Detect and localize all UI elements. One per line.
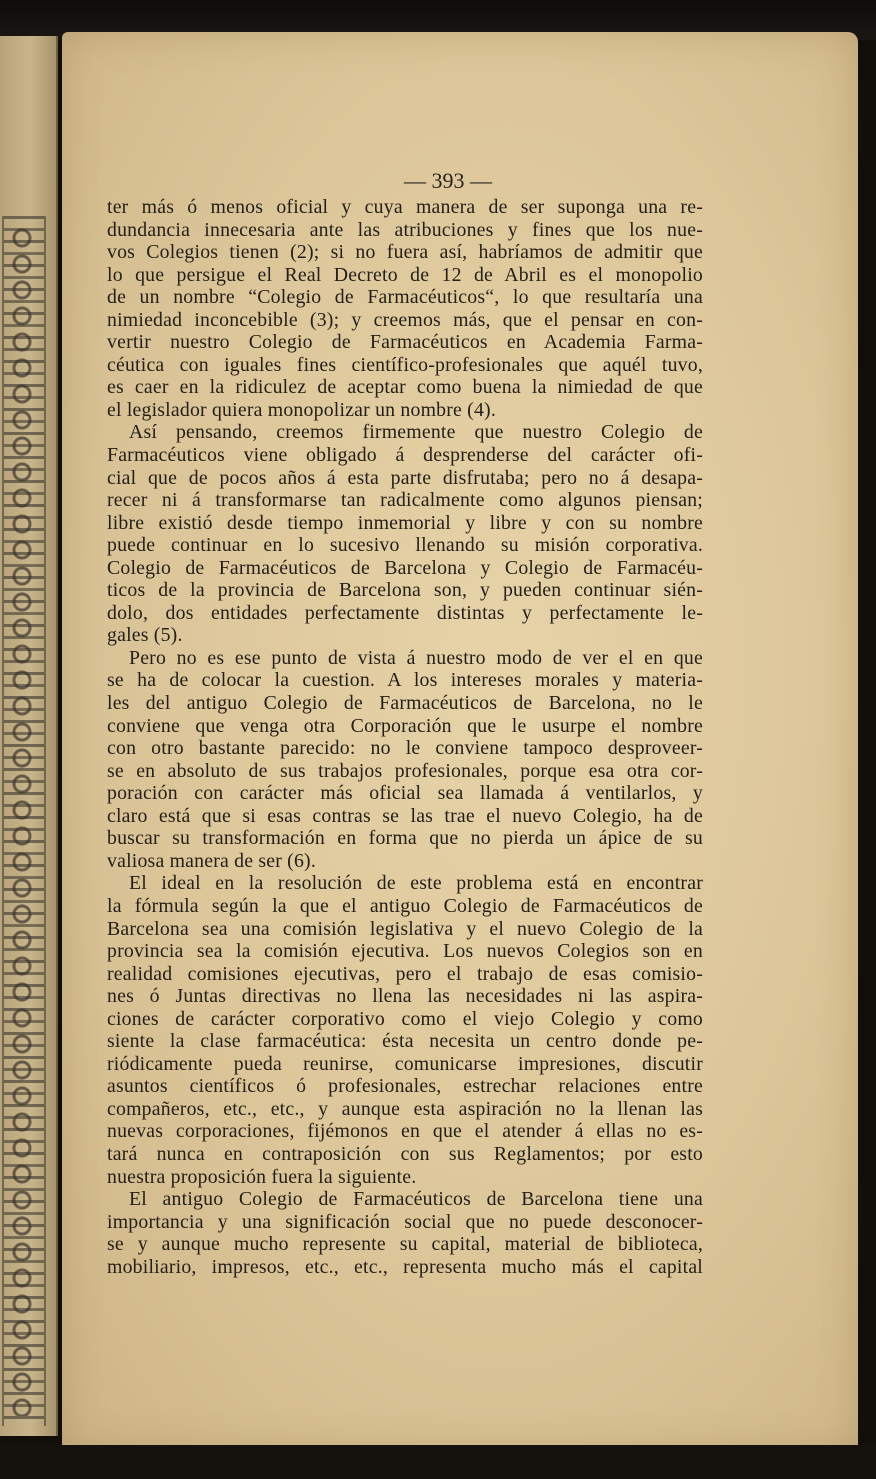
text-line: claro está que si esas contras se las trae el nuevo Colegio, ha de xyxy=(107,804,703,827)
text-line: dolo, dos entidades perfectamente distintas y perfectamente le- xyxy=(107,601,703,624)
text-line: con otro bastante parecido: no le conviene tampoco desproveer- xyxy=(107,737,703,760)
paragraph xyxy=(107,872,703,1188)
text-line: ter más ó menos oficial y cuya manera de ser suponga una re- xyxy=(107,196,703,218)
text-line: nes ó Juntas directivas no llena las necesidades ni las aspira- xyxy=(107,985,703,1008)
text-line: El ideal en la resolución de este problema está en encontrar xyxy=(129,872,703,895)
text-line: es caer en la ridiculez de aceptar como buena la nimiedad de que xyxy=(107,376,703,399)
body-text xyxy=(107,196,703,1278)
text-line: Pero no es ese punto de vista á nuestro modo de ver el en que xyxy=(129,646,703,669)
decorative-border-rings xyxy=(6,226,38,1416)
text-line: dundancia innecesaria ante las atribuciones y fines que los nue- xyxy=(107,218,703,241)
paragraph xyxy=(107,647,703,872)
text-line: ticos de la provincia de Barcelona son, y pueden continuar sién- xyxy=(107,579,703,602)
text-line: ciones de carácter corporativo como el viejo Colegio y como xyxy=(107,1007,703,1030)
text-line: poración con carácter más oficial sea llamada á ventilarlos, y xyxy=(107,782,703,805)
text-line: importancia y una significación social que no puede desconocer- xyxy=(107,1210,703,1233)
text-line: Barcelona sea una comisión legislativa y el nuevo Colegio de la xyxy=(107,917,703,940)
text-line: la fórmula según la que el antiguo Colegio de Farmacéuticos de xyxy=(107,894,703,917)
text-line: se en absoluto de sus trabajos profesionales, porque esa otra cor- xyxy=(107,759,703,782)
text-line: les del antiguo Colegio de Farmacéuticos de Barcelona, no le xyxy=(107,692,703,715)
text-line: vos Colegios tienen (2); si no fuera así, habríamos de admitir que xyxy=(107,241,703,264)
text-line: vertir nuestro Colegio de Farmacéuticos en Academia Farma- xyxy=(107,331,703,354)
page-number: — 393 — xyxy=(404,168,492,193)
text-line: provincia sea la comisión ejecutiva. Los nuevos Colegios son en xyxy=(107,940,703,963)
previous-page-edge xyxy=(0,36,58,1436)
text-line: de un nombre “Colegio de Farmacéuticos“, lo que resultaría una xyxy=(107,286,703,309)
text-line: nuestra proposición fuera la siguiente. xyxy=(107,1165,417,1188)
text-line: puede continuar en lo sucesivo llenando su misión corporativa. xyxy=(107,534,703,557)
text-line: mobiliario, impresos, etc., etc., representa mucho más el capital xyxy=(107,1255,703,1278)
text-line: El antiguo Colegio de Farmacéuticos de Barcelona tiene una xyxy=(129,1188,703,1211)
text-line: nuevas corporaciones, fijémonos en que el atender á ellas no es- xyxy=(107,1120,703,1143)
text-line: se ha de colocar la cuestion. A los intereses morales y materia- xyxy=(107,669,703,692)
text-line: gales (5). xyxy=(107,624,183,647)
text-line: se y aunque mucho represente su capital, material de biblioteca, xyxy=(107,1233,703,1256)
text-line: nimiedad inconcebible (3); y creemos más, que el pensar en con- xyxy=(107,308,703,331)
bottom-edge xyxy=(0,1445,876,1479)
text-line: valiosa manera de ser (6). xyxy=(107,849,316,872)
text-line: siente la clase farmacéutica: ésta necesita un centro donde pe- xyxy=(107,1030,703,1053)
text-line: conviene que venga otra Corporación que le usurpe el nombre xyxy=(107,714,703,737)
paragraph xyxy=(107,421,703,646)
text-line: lo que persigue el Real Decreto de 12 de Abril es el monopolio xyxy=(107,263,703,286)
paragraph xyxy=(107,1188,703,1278)
text-line: cial que de pocos años á esta parte disfrutaba; pero no á desapa- xyxy=(107,466,703,489)
text-line: Así pensando, creemos firmemente que nuestro Colegio de xyxy=(129,421,703,444)
text-line: asuntos científicos ó profesionales, estrechar relaciones entre xyxy=(107,1075,703,1098)
text-line: Farmacéuticos viene obligado á desprenderse del carácter ofi- xyxy=(107,444,703,467)
text-line: compañeros, etc., etc., y aunque esta aspiración no la llenan las xyxy=(107,1097,703,1120)
text-line: libre existió desde tiempo inmemorial y libre y con su nombre xyxy=(107,511,703,534)
text-line: realidad comisiones ejecutivas, pero el trabajo de esas comisio- xyxy=(107,962,703,985)
text-line: buscar su transformación en forma que no pierda un ápice de su xyxy=(107,827,703,850)
text-line: el legislador quiera monopolizar un nombre (4). xyxy=(107,398,496,421)
text-line: Colegio de Farmacéuticos de Barcelona y Colegio de Farmacéu- xyxy=(107,556,703,579)
text-line: tará nunca en contraposición con sus Reglamentos; por esto xyxy=(107,1142,703,1165)
text-line: céutica con iguales fines científico-profesionales que aquél tuvo, xyxy=(107,353,703,376)
paragraph xyxy=(107,196,703,421)
text-line: riódicamente pueda reunirse, comunicarse impresiones, discutir xyxy=(107,1052,703,1075)
text-line: recer ni á transformarse tan radicalmente como algunos piensan; xyxy=(107,489,703,512)
